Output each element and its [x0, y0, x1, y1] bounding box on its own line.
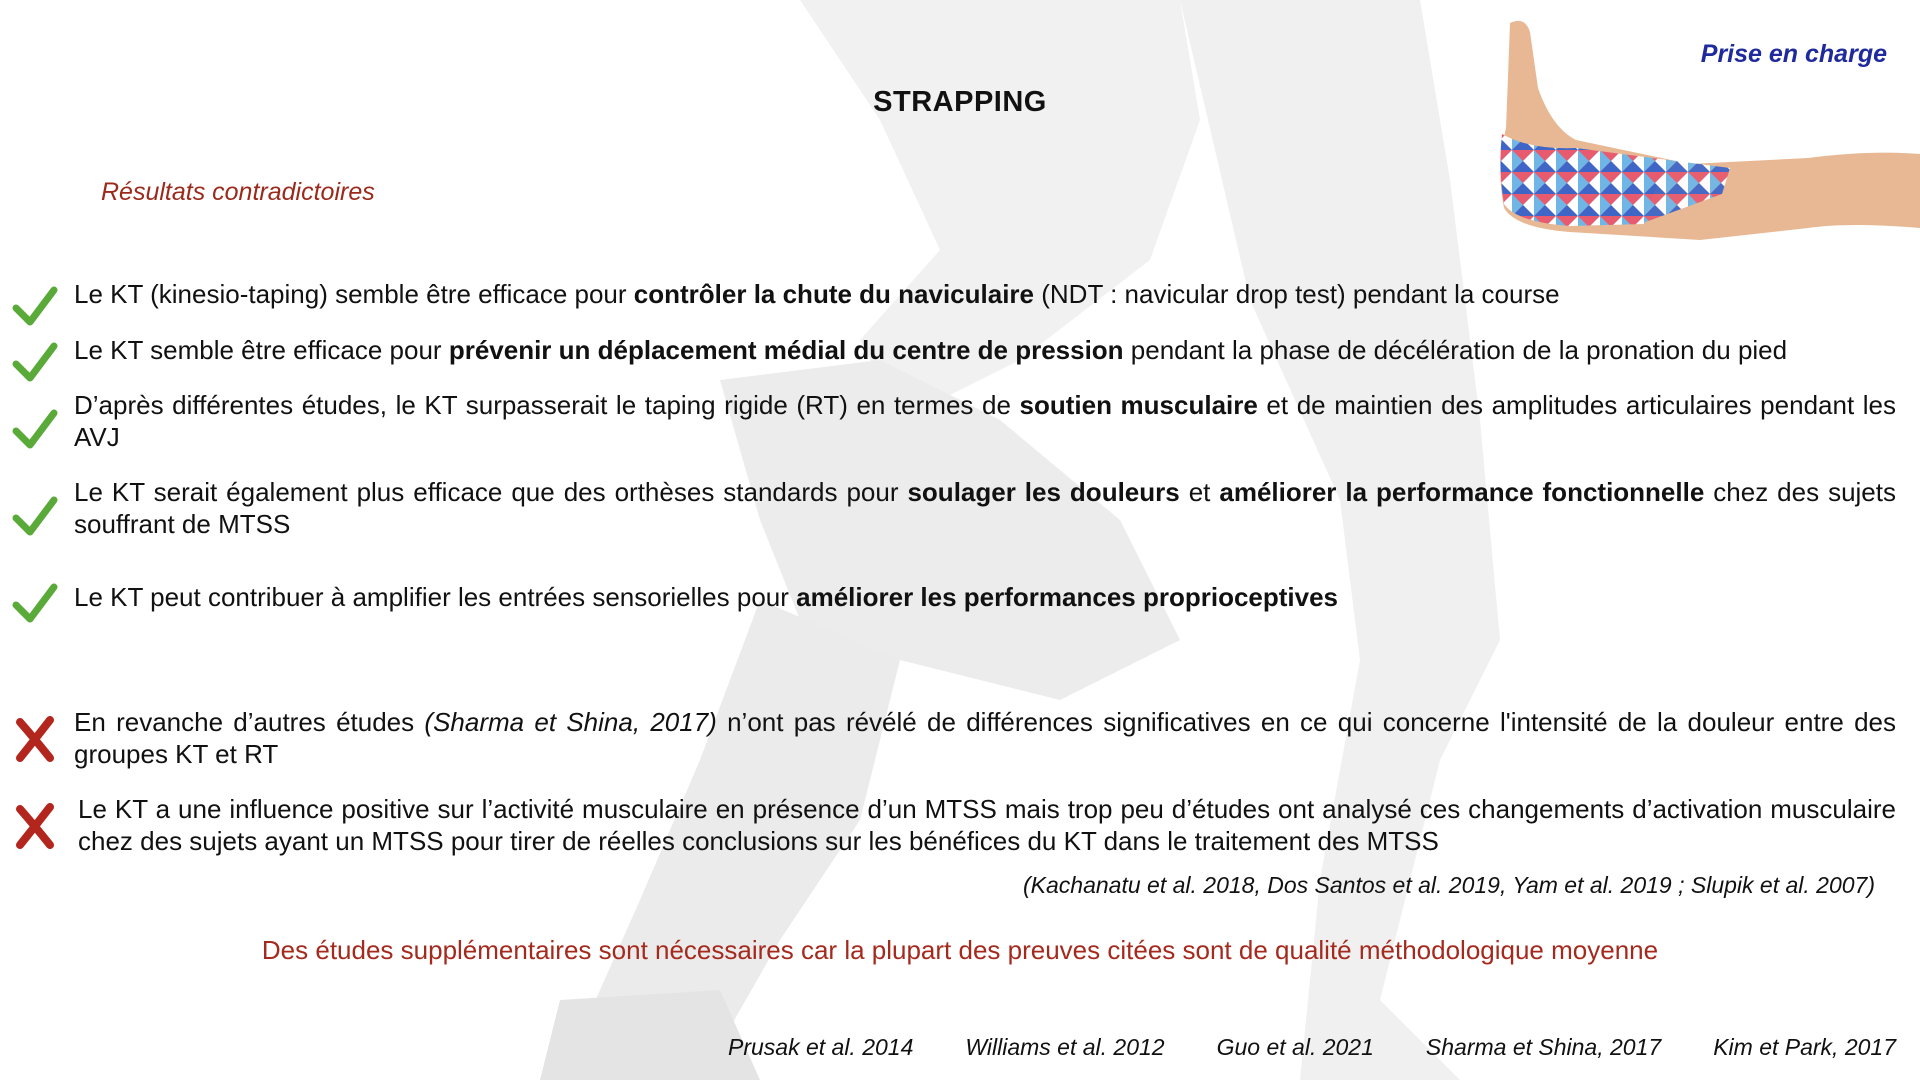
point-text: En revanche d’autres études (Sharma et Shina, 2017) n’ont pas révélé de différences significatives en ce qui concerne l'intensité de la douleur entre des groupes KT et RT [74, 707, 1896, 769]
conclusion-text: Des études supplémentaires sont nécessaires car la plupart des preuves citées sont de qualité méthodologique moyenne [261, 935, 1659, 965]
footer-references [728, 1034, 1896, 1061]
cross-icon [12, 716, 58, 762]
section-tag: Prise en charge [1700, 40, 1887, 68]
footer-reference: Williams et al. 2012 [965, 1034, 1165, 1060]
inline-references: (Kachanatu et al. 2018, Dos Santos et al. 2019, Yam et al. 2019 ; Slupik et al. 2007) [1023, 872, 1875, 898]
check-icon [12, 340, 58, 386]
point-text: Le KT (kinesio-taping) semble être efficace pour contrôler la chute du naviculaire (NDT : navicular drop test) pendant la course [74, 279, 1560, 309]
footer-reference: Guo et al. 2021 [1216, 1034, 1374, 1060]
check-icon [12, 581, 58, 627]
check-icon [12, 284, 58, 330]
slide-subtitle: Résultats contradictoires [101, 178, 375, 206]
footer-reference: Kim et Park, 2017 [1713, 1034, 1896, 1060]
point-text: Le KT semble être efficace pour prévenir un déplacement médial du centre de pression pendant la phase de décélération de la pronation du pied [74, 335, 1788, 365]
check-icon [12, 494, 58, 540]
point-text: D’après différentes études, le KT surpasserait le taping rigide (RT) en termes de soutien musculaire et de maintien des amplitudes articulaires pendant les AVJ [74, 390, 1896, 452]
point-text: Le KT a une influence positive sur l’activité musculaire en présence d’un MTSS mais trop peu d’études ont analysé ces changements d’activation musculaire chez des sujets ayant un MTSS pour tirer de réelles conclusions sur les bénéfices du KT dans le traitement des MTSS [78, 794, 1896, 856]
check-icon [12, 407, 58, 453]
point-text: Le KT serait également plus efficace que des orthèses standards pour soulager les douleurs et améliorer la performance fonctionnelle chez des sujets souffrant de MTSS [74, 477, 1896, 539]
footer-reference: Sharma et Shina, 2017 [1425, 1034, 1662, 1060]
footer-reference: Prusak et al. 2014 [727, 1034, 914, 1060]
cross-icon [12, 803, 58, 849]
slide-title: STRAPPING [873, 86, 1047, 118]
point-text: Le KT peut contribuer à amplifier les entrées sensorielles pour améliorer les performances proprioceptives [74, 582, 1339, 612]
